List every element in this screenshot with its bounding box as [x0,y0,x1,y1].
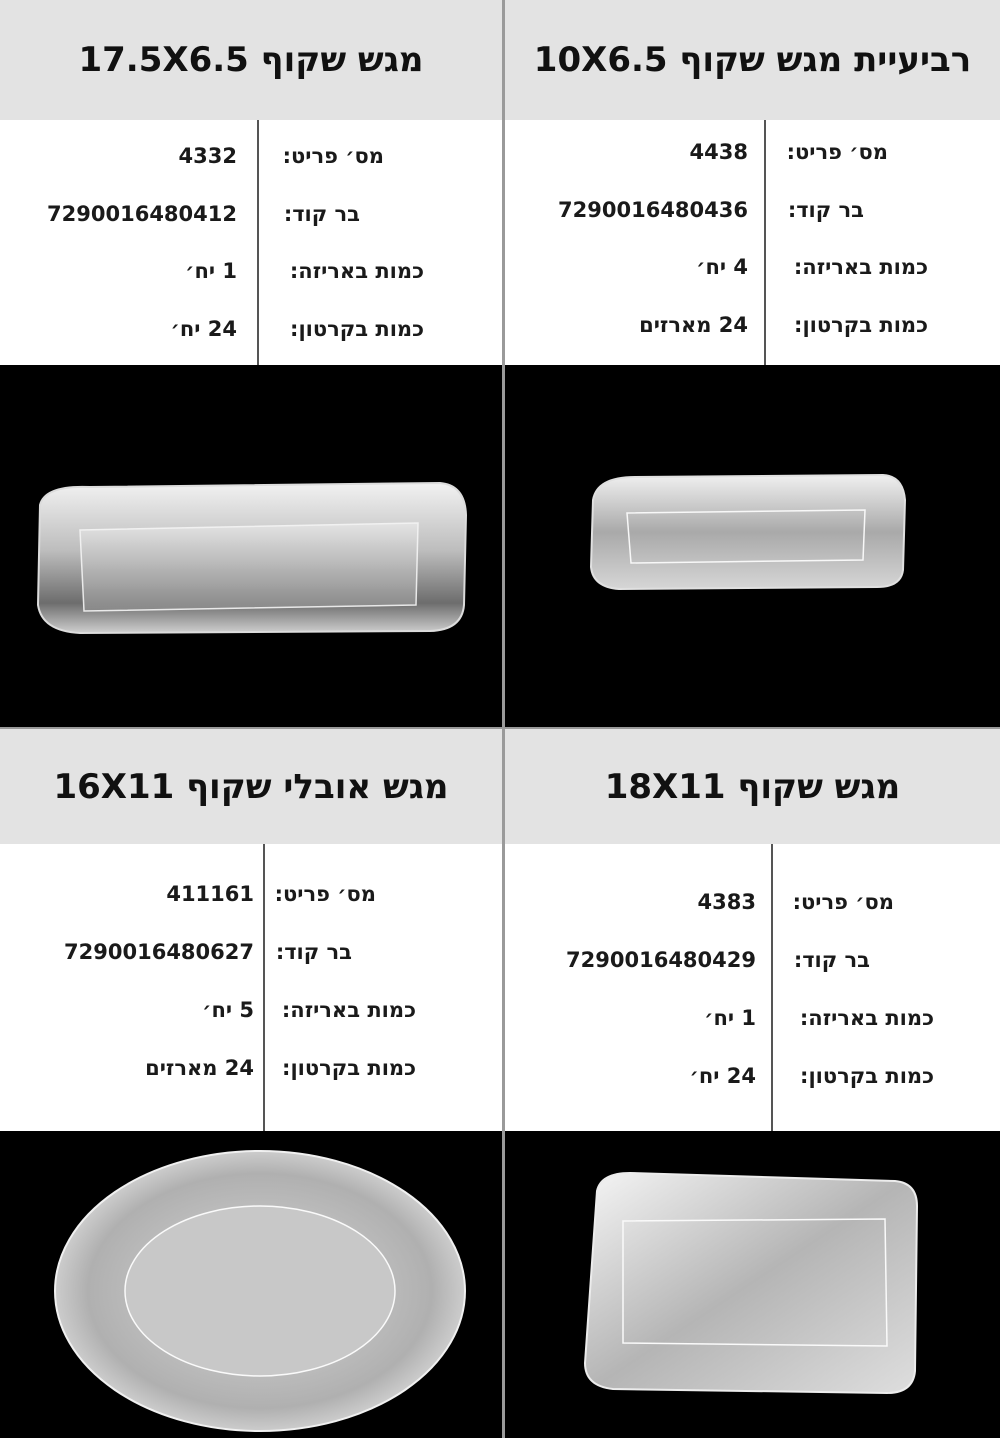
rectangular-tray-image [0,365,502,727]
product-title-bar [0,0,502,120]
product-title: מגש שקוף 17.5X6.5 [78,40,424,80]
carton-qty-value: 24 מארזים [639,313,748,337]
product-info-table [505,120,1000,365]
barcode-value: 7290016480429 [566,948,756,972]
product-photo [505,1131,1000,1438]
item-number-label: מס׳ פריט: [786,140,888,164]
carton-qty-label: כמות בקרטון: [290,317,424,341]
barcode-value: 7290016480436 [558,198,748,222]
item-number-value: 4438 [689,140,748,164]
barcode-label: בר קוד: [275,940,352,964]
oval-tray-image [0,1131,502,1438]
barcode-value: 7290016480412 [47,202,237,226]
large-rectangular-tray-image [505,1131,1000,1438]
pack-qty-label: כמות באריזה: [793,255,928,279]
product-title: מגש אובלי שקוף 16X11 [53,766,449,807]
pack-qty-value: 5 יח׳ [202,998,254,1022]
table-column-divider [764,120,766,365]
carton-qty-label: כמות בקרטון: [282,1056,416,1080]
pack-qty-label: כמות באריזה: [289,259,424,283]
product-title-bar [0,729,502,844]
product-info-table [505,844,1000,1131]
carton-qty-label: כמות בקרטון: [794,313,928,337]
carton-qty-value: 24 יח׳ [689,1064,756,1088]
product-info-table [0,844,502,1131]
table-column-divider [771,844,773,1131]
item-number-value: 411161 [166,882,254,906]
small-rectangular-tray-image [505,365,1000,727]
barcode-label: בר קוד: [793,948,870,972]
pack-qty-value: 1 יח׳ [185,259,237,283]
pack-qty-label: כמות באריזה: [281,998,416,1022]
item-number-value: 4383 [697,890,756,914]
product-photo [0,365,502,727]
product-title-bar [505,0,1000,120]
item-number-label: מס׳ פריט: [792,890,894,914]
item-number-value: 4332 [178,144,237,168]
pack-qty-value: 1 יח׳ [704,1006,756,1030]
product-photo [0,1131,502,1438]
carton-qty-value: 24 מארזים [145,1056,254,1080]
product-title-bar [505,729,1000,844]
carton-qty-value: 24 יח׳ [170,317,237,341]
barcode-label: בר קוד: [283,202,360,226]
item-number-label: מס׳ פריט: [274,882,376,906]
pack-qty-value: 4 יח׳ [696,255,748,279]
barcode-value: 7290016480627 [64,940,254,964]
product-photo [505,365,1000,727]
pack-qty-label: כמות באריזה: [799,1006,934,1030]
product-title: רביעיית מגש שקוף 10X6.5 [533,40,972,80]
table-column-divider [257,120,259,365]
carton-qty-label: כמות בקרטון: [800,1064,934,1088]
item-number-label: מס׳ פריט: [282,144,384,168]
table-column-divider [263,844,265,1131]
product-title: מגש שקוף 18X11 [604,766,901,807]
product-info-table [0,120,502,365]
barcode-label: בר קוד: [787,198,864,222]
